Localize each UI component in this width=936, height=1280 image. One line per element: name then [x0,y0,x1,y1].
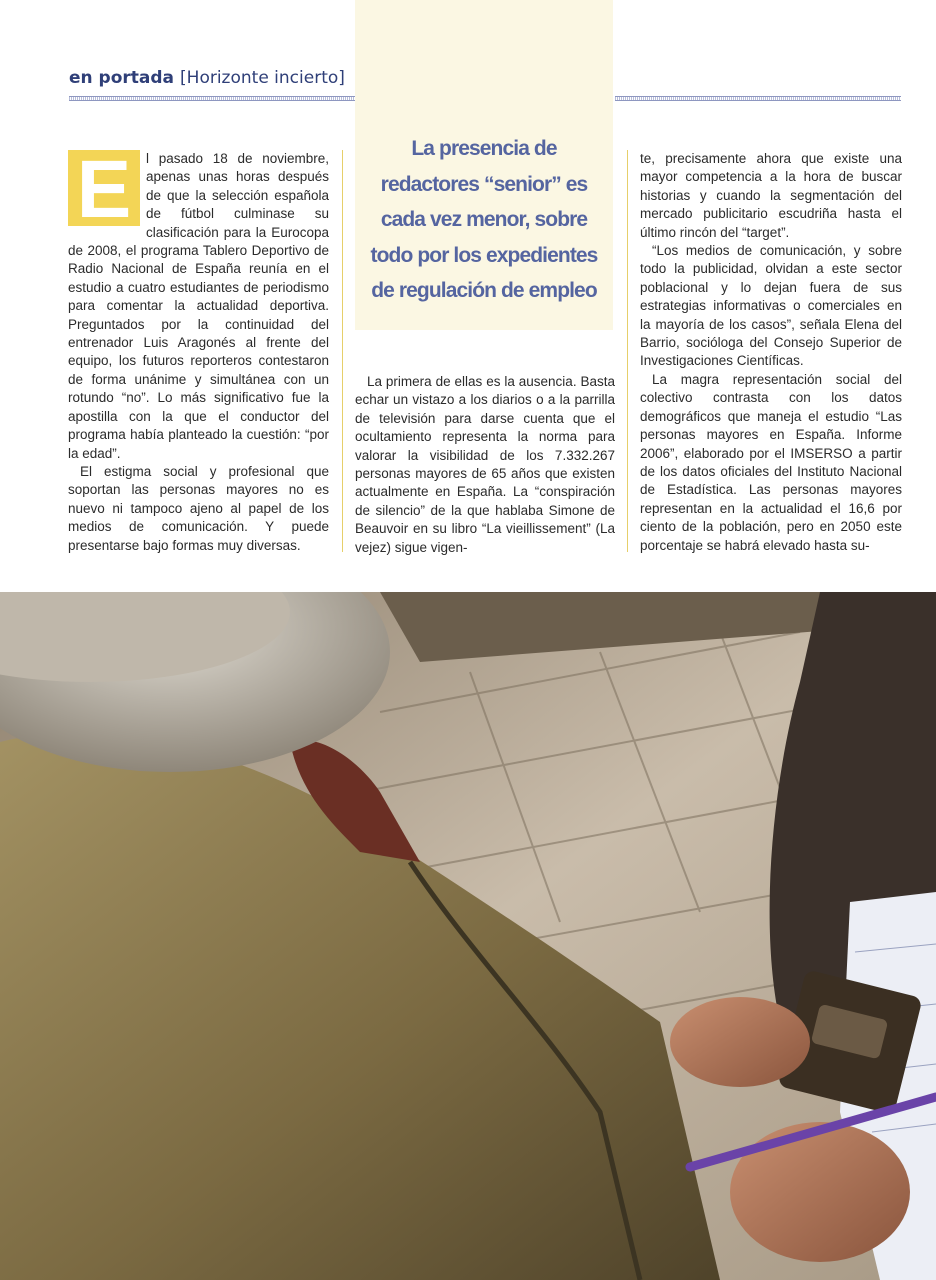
drop-cap-letter: E [76,144,132,235]
right-hand [730,1122,910,1262]
paragraph: La primera de ellas es la ausencia. Basta echar un vistazo a los diarios o a la parrilla de televisión para darse cuenta que el ocultamiento representa la norma para valorar la visibilidad de los 7.332.267 personas mayores de 65 años que existen actualmente en España. La “conspiración de silencio” de la que hablaba Simone de Beauvoir en su libro “La vieillissement” (La vejez) sigue vigen- [355,374,615,555]
paragraph: La magra representación social del colectivo contrasta con los datos demográficos que maneja el estudio “Las personas mayores en España. Informe 2006”, elaborado por el IMSERSO a partir de los datos oficiales del Instituto Nacional de Estadística. Las personas mayores representan en la actualidad el 16,6 por ciento de la población, pero en 2050 este porcentaje se habrá elevado hasta su- [640,371,902,553]
article-column-1 [68,144,329,555]
column-divider-2 [627,150,628,552]
left-hand [670,997,810,1087]
header-rule-right [615,96,901,101]
paragraph: “Los medios de comunicación, y sobre todo la publicidad, olvidan a este sector poblacional y lo dejan fuera de sus estrategias informativas o comerciales en la mayoría de los casos”, señala Elena del Barrio, socióloga del Consejo Superior de Investigaciones Científicas. [640,243,902,369]
pull-quote: La presencia de redactores “senior” es cada vez menor, sobre todo por los expedientes de regulación de empleo [370,137,598,302]
photo-illustration [0,592,936,1280]
paragraph: El estigma social y profesional que soportan las personas mayores no es nuevo ni tampoco ajeno al papel de los medios de comunicación. Y puede presentarse bajo formas muy diversas. [68,463,329,553]
article-photo [0,592,936,1280]
column-divider-1 [342,150,343,552]
drop-cap [68,144,140,235]
article-column-2 [355,373,615,557]
article-column-3 [640,150,902,555]
section-label [69,68,345,88]
paragraph: l pasado 18 de noviembre, apenas unas horas después de que la selección española de fútbol culminase su clasificación para la Eurocopa de 2008, el programa Tablero Deportivo de Radio Nacional de España reunía en el estudio a cuatro estudiantes de periodismo para comentar la actualidad deportiva. Preguntados por la continuidad del entrenador Luis Aragonés al frente del equipo, los futuros reporteros contestaron de forma unánime y simultánea con un rotundo “no”. Lo más significativo fue la apostilla con la que el conductor del programa había planteado la cuestión: “por la edad”. [68,151,329,461]
paragraph: te, precisamente ahora que existe una mayor competencia a la hora de buscar historias y cuando la segmentación del mercado publicitario escudriña hasta el último rincón del “target”. [640,151,902,240]
section-name: en portada [69,68,175,88]
section-subtitle: [Horizonte incierto] [180,68,345,88]
header-rule-left [69,96,355,101]
